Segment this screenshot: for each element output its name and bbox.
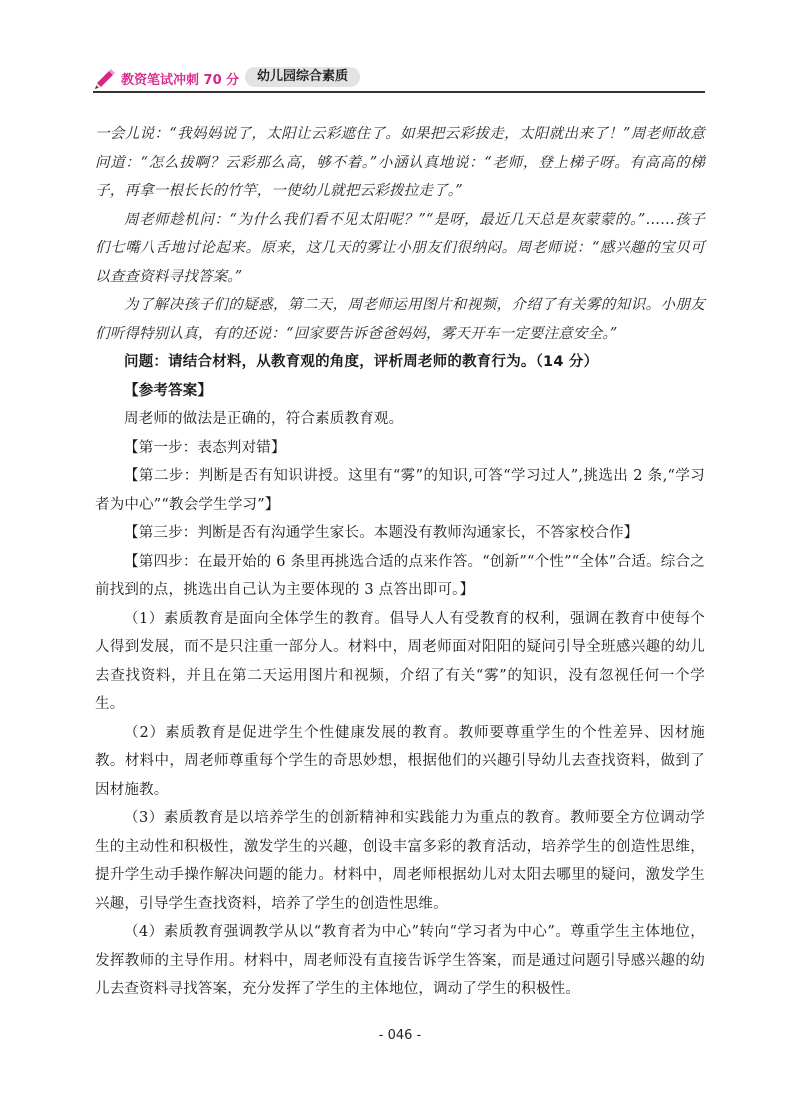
answer-step-3: 【第三步：判断是否有沟通学生家长。本题没有教师沟通家长，不答家校合作】 xyxy=(124,525,639,541)
answer-label: 【参考答案】 xyxy=(124,382,213,399)
answer-intro: 周老师的做法是正确的，符合素质教育观。 xyxy=(124,411,404,427)
answer-step-1: 【第一步：表态判对错】 xyxy=(124,439,286,456)
page-content xyxy=(95,120,705,1004)
page-number: - 046 - xyxy=(378,1028,422,1043)
header-rule xyxy=(93,91,705,93)
answer-point-1: （1）素质教育是面向全体学生的教育。倡导人人有受教育的权利，强调在教育中使每个人得到发展，而不是只注重一部分人。材料中，周老师面对阳阳的疑问引导全班感兴趣的幼儿去查找资料，并且在第二天运用图片和视频，介绍了有关“雾”的知识，没有忽视任何一个学生。 xyxy=(95,610,705,712)
answer-step-2: 【第二步：判断是否有知识讲授。这里有“雾”的知识,可答“学习过人”,挑选出 2 条,“学习者为中心”“教会学生学习”】 xyxy=(95,468,705,513)
answer-point-2: （2）素质教育是促进学生个性健康发展的教育。教师要尊重学生的个性差异、因材施教。材料中，周老师尊重每个学生的奇思妙想，根据他们的兴趣引导幼儿去查找资料，做到了因材施教。 xyxy=(95,724,705,798)
answer-step-4: 【第四步：在最开始的 6 条里再挑选合适的点来作答。“创新”“个性”“全体”合适。综合之前找到的点，挑选出自己认为主要体现的 3 点答出即可。】 xyxy=(95,553,705,598)
page-header xyxy=(93,66,705,92)
material-paragraph-1: 一会儿说：“我妈妈说了，太阳让云彩遮住了。如果把云彩拔走，太阳就出来了！”周老师故意问道：“怎么拔啊？云彩那么高，够不着。”小涵认真地说：“老师，登上梯子呀。有高高的梯子，再拿一根长长的竹竿，一使幼儿就把云彩拨拉走了。” xyxy=(95,126,705,199)
material-paragraph-2: 周老师趁机问：“为什么我们看不见太阳呢？”“是呀，最近几天总是灰蒙蒙的。”……孩子们七嘴八舌地讨论起来。原来，这几天的雾让小朋友们很纳闷。周老师说：“感兴趣的宝贝可以查查资料寻找答案。” xyxy=(95,211,705,285)
pencil-icon xyxy=(93,66,117,90)
answer-point-3: （3）素质教育是以培养学生的创新精神和实践能力为重点的教育。教师要全方位调动学生的主动性和积极性，激发学生的兴趣，创设丰富多彩的教育活动，培养学生的创造性思维，提升学生动手操作解决问题的能力。材料中，周老师根据幼儿对太阳去哪里的疑问，激发学生兴趣，引导学生查找资料，培养了学生的创造性思维。 xyxy=(95,810,705,912)
question-text: 问题：请结合材料，从教育观的角度，评析周老师的教育行为。（14 分） xyxy=(124,354,599,370)
material-paragraph-3: 为了解决孩子们的疑惑，第二天，周老师运用图片和视频，介绍了有关雾的知识。小朋友们听得特别认真，有的还说：“回家要告诉爸爸妈妈，雾天开车一定要注意安全。” xyxy=(95,297,705,342)
answer-point-4: （4）素质教育强调教学从以“教育者为中心”转向“学习者为中心”。尊重学生主体地位，发挥教师的主导作用。材料中，周老师没有直接告诉学生答案，而是通过问题引导感兴趣的幼儿去查资料寻找答案，充分发挥了学生的主体地位，调动了学生的积极性。 xyxy=(95,924,705,997)
subject-badge: 幼儿园综合素质 xyxy=(245,67,360,87)
book-series-title: 教资笔试冲刺 70 分 xyxy=(121,73,240,88)
